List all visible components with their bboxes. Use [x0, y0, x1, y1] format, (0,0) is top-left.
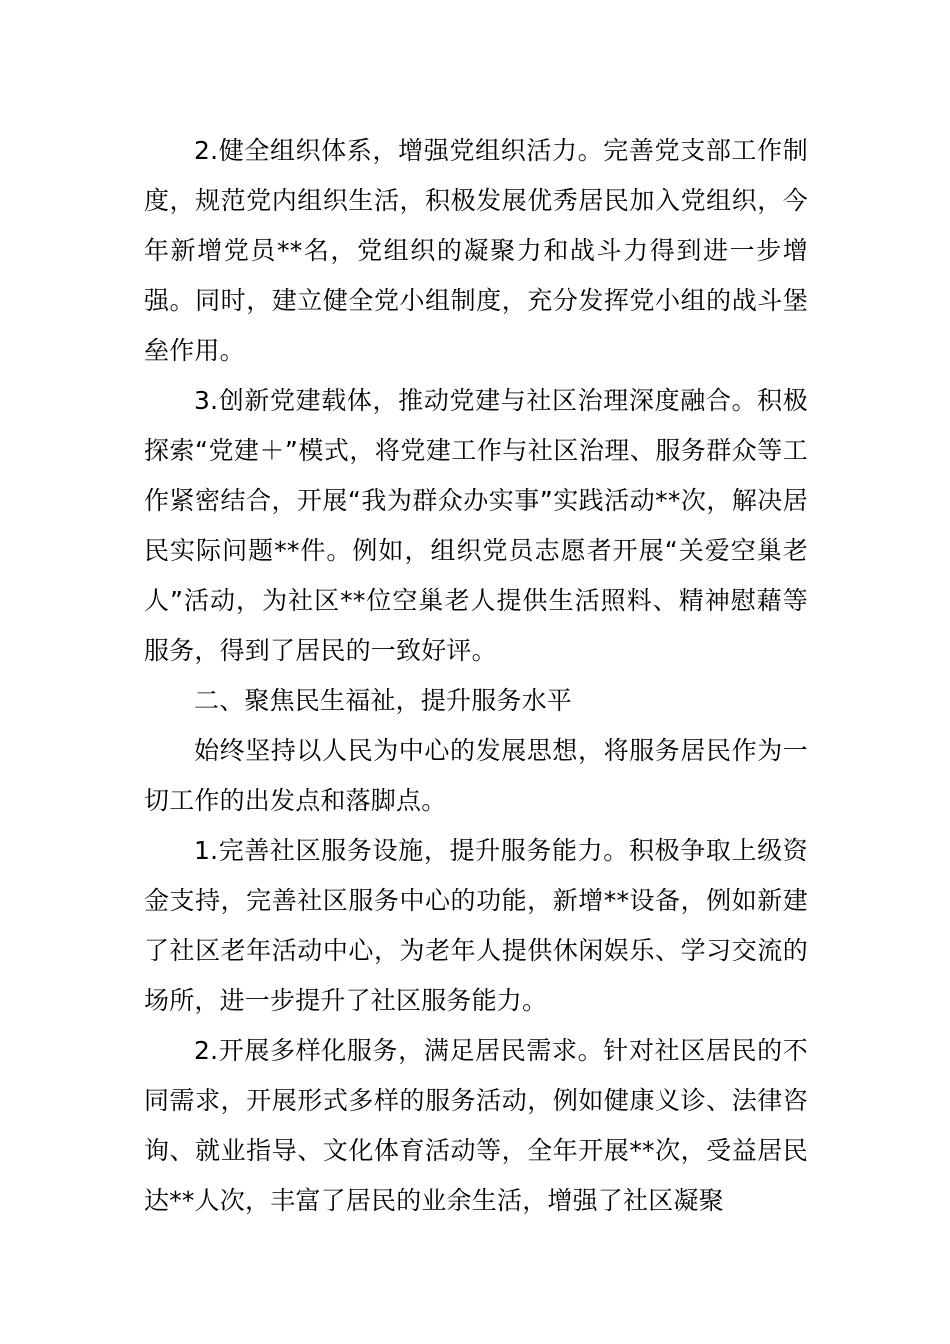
paragraph-party-building-innovation: 3.创新党建载体，推动党建与社区治理深度融合。积极探索“党建＋”模式，将党建工作与社区治理、服务群众等工作紧密结合，开展“我为群众办实事”实践活动**次，解决居民实际问题**件。例如，组织党员志愿者开展“关爱空巢老人”活动，为社区**位空巢老人提供生活照料、精神慰藉等服务，得到了居民的一致好评。 [144, 386, 808, 665]
paragraph-diversified-services: 2.开展多样化服务，满足居民需求。针对社区居民的不同需求，开展形式多样的服务活动，例如健康义诊、法律咨询、就业指导、文化体育活动等，全年开展**次，受益居民达**人次，丰富了居民的业余生活，增强了社区凝聚 [144, 1036, 808, 1215]
paragraph-people-centered: 始终坚持以人民为中心的发展思想，将服务居民作为一切工作的出发点和落脚点。 [144, 736, 808, 815]
section-heading-livelihood: 二、聚焦民生福祉，提升服务水平 [194, 686, 573, 715]
paragraph-service-facilities: 1.完善社区服务设施，提升服务能力。积极争取上级资金支持，完善社区服务中心的功能，新增**设备，例如新建了社区老年活动中心，为老年人提供休闲娱乐、学习交流的场所，进一步提升了社区服务能力。 [144, 836, 808, 1015]
document-body [144, 126, 808, 1226]
paragraph-party-organization: 2.健全组织体系，增强党组织活力。完善党支部工作制度，规范党内组织生活，积极发展优秀居民加入党组织，今年新增党员**名，党组织的凝聚力和战斗力得到进一步增强。同时，建立健全党小组制度，充分发挥党小组的战斗堡垒作用。 [144, 136, 808, 365]
